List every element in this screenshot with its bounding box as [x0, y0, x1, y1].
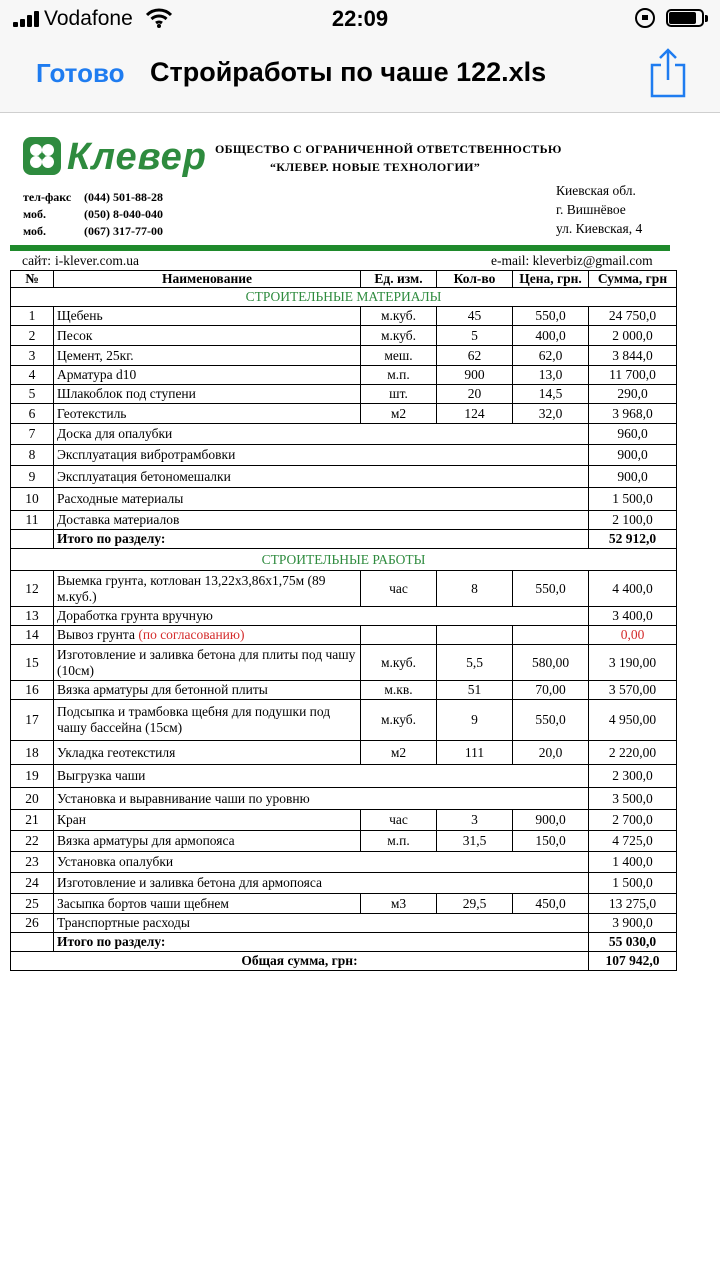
table-row — [11, 511, 677, 530]
row-number: 3 — [11, 346, 54, 366]
item-sum: 3 570,00 — [589, 681, 677, 700]
table-row — [11, 700, 677, 741]
table-row — [11, 810, 677, 831]
table-row — [11, 307, 677, 326]
item-unit: меш. — [361, 346, 437, 366]
item-sum: 1 500,0 — [589, 873, 677, 894]
table-row — [11, 831, 677, 852]
table-row — [11, 466, 677, 488]
item-qty: 9 — [437, 700, 513, 741]
item-sum: 3 900,0 — [589, 914, 677, 933]
row-number: 19 — [11, 765, 54, 788]
row-number: 21 — [11, 810, 54, 831]
section-title-row — [11, 288, 677, 307]
table-row — [11, 626, 677, 645]
empty-cell — [513, 626, 589, 645]
website-label: сайт: — [22, 253, 52, 268]
item-name-text: Доработка грунта вручную — [57, 608, 213, 623]
grand-total-label: Общая сумма, грн: — [11, 952, 589, 971]
row-number: 16 — [11, 681, 54, 700]
section-title: СТРОИТЕЛЬНЫЕ МАТЕРИАЛЫ — [11, 288, 677, 307]
item-sum: 13 275,0 — [589, 894, 677, 914]
item-name — [54, 466, 589, 488]
contact-value: (050) 8-040-040 — [84, 207, 163, 221]
item-name: Выемка грунта, котлован 13,22х3,86х1,75м (89 м.куб.) — [54, 571, 361, 607]
item-price: 550,0 — [513, 700, 589, 741]
item-price: 450,0 — [513, 894, 589, 914]
section-total-row — [11, 933, 677, 952]
item-price: 580,00 — [513, 645, 589, 681]
table-row — [11, 765, 677, 788]
item-price: 13,0 — [513, 366, 589, 385]
item-name-text: Доставка материалов — [57, 512, 180, 527]
item-qty: 900 — [437, 366, 513, 385]
item-price: 900,0 — [513, 810, 589, 831]
item-name: Геотекстиль — [54, 404, 361, 424]
item-qty: 124 — [437, 404, 513, 424]
item-qty: 29,5 — [437, 894, 513, 914]
company-logo — [22, 132, 207, 182]
item-sum: 2 700,0 — [589, 810, 677, 831]
item-qty: 5 — [437, 326, 513, 346]
item-sum: 960,0 — [589, 424, 677, 445]
status-bar — [0, 0, 720, 36]
item-qty: 3 — [437, 810, 513, 831]
item-sum: 900,0 — [589, 466, 677, 488]
row-number: 22 — [11, 831, 54, 852]
row-number: 20 — [11, 788, 54, 810]
table-row — [11, 645, 677, 681]
contact-mobile-1 — [23, 207, 163, 222]
item-name: Песок — [54, 326, 361, 346]
row-number: 2 — [11, 326, 54, 346]
table-row — [11, 873, 677, 894]
row-number: 25 — [11, 894, 54, 914]
item-name-note: (по согласованию) — [138, 627, 245, 642]
item-name-text: Установка опалубки — [57, 854, 174, 869]
item-name — [54, 488, 589, 511]
item-qty: 31,5 — [437, 831, 513, 852]
contact-mobile-2 — [23, 224, 163, 239]
item-unit: м.куб. — [361, 326, 437, 346]
item-name — [54, 914, 589, 933]
share-icon[interactable] — [648, 48, 688, 98]
row-number: 26 — [11, 914, 54, 933]
item-name: Укладка геотекстиля — [54, 741, 361, 765]
item-name: Арматура d10 — [54, 366, 361, 385]
item-unit: м.куб. — [361, 700, 437, 741]
col-header-sum: Сумма, грн — [589, 271, 677, 288]
table-row — [11, 366, 677, 385]
item-qty: 8 — [437, 571, 513, 607]
item-name — [54, 511, 589, 530]
item-name: Засыпка бортов чаши щебнем — [54, 894, 361, 914]
item-name-text: Транспортные расходы — [57, 915, 190, 930]
item-qty: 45 — [437, 307, 513, 326]
item-price: 14,5 — [513, 385, 589, 404]
item-sum: 2 220,00 — [589, 741, 677, 765]
table-row — [11, 424, 677, 445]
col-header-price: Цена, грн. — [513, 271, 589, 288]
item-sum: 1 500,0 — [589, 488, 677, 511]
item-price: 70,00 — [513, 681, 589, 700]
table-row — [11, 445, 677, 466]
document-title: Стройработы по чаше 122.xls — [150, 57, 547, 87]
item-name-text: Выгрузка чаши — [57, 768, 146, 783]
item-name: Шлакоблок под ступени — [54, 385, 361, 404]
item-unit: час — [361, 571, 437, 607]
battery-icon — [666, 9, 710, 29]
row-number: 6 — [11, 404, 54, 424]
table-row — [11, 788, 677, 810]
item-name — [54, 626, 361, 645]
item-sum: 4 725,0 — [589, 831, 677, 852]
item-sum: 2 000,0 — [589, 326, 677, 346]
row-number: 18 — [11, 741, 54, 765]
item-sum: 24 750,0 — [589, 307, 677, 326]
grand-total-value: 107 942,0 — [589, 952, 677, 971]
col-header-name: Наименование — [54, 271, 361, 288]
table-row — [11, 894, 677, 914]
item-name-text: Эксплуатация бетономешалки — [57, 468, 231, 484]
item-name-text: Установка и выравнивание чаши по уровню — [57, 790, 310, 806]
row-number: 9 — [11, 466, 54, 488]
item-unit: м.куб. — [361, 307, 437, 326]
item-name-text: Вывоз грунта — [57, 627, 135, 642]
org-line-2: “КЛЕВЕР. НОВЫЕ ТЕХНОЛОГИИ” — [270, 160, 481, 174]
item-name — [54, 765, 589, 788]
item-sum: 2 300,0 — [589, 765, 677, 788]
contact-label: моб. — [23, 224, 47, 238]
address-line-2: г. Вишнёвое — [556, 202, 626, 217]
row-number: 8 — [11, 445, 54, 466]
table-row — [11, 326, 677, 346]
item-name: Подсыпка и трамбовка щебня для подушки под чашу бассейна (15см) — [54, 700, 361, 741]
item-name: Щебень — [54, 307, 361, 326]
org-line-1: ОБЩЕСТВО С ОГРАНИЧЕННОЙ ОТВЕТСТВЕННОСТЬЮ — [215, 142, 562, 156]
item-sum: 3 500,0 — [589, 788, 677, 810]
carrier-name: Vodafone — [44, 7, 133, 30]
table-row — [11, 385, 677, 404]
clock: 22:09 — [331, 6, 389, 31]
item-unit: м.кв. — [361, 681, 437, 700]
item-sum: 1 400,0 — [589, 852, 677, 873]
item-sum: 3 844,0 — [589, 346, 677, 366]
item-name: Цемент, 25кг. — [54, 346, 361, 366]
row-number: 17 — [11, 700, 54, 741]
table-row — [11, 346, 677, 366]
item-price: 400,0 — [513, 326, 589, 346]
grand-total-row — [11, 952, 677, 971]
item-unit: м.п. — [361, 831, 437, 852]
empty-cell — [361, 626, 437, 645]
item-unit: м2 — [361, 404, 437, 424]
section-total-label: Итого по разделу: — [54, 933, 589, 952]
item-name: Кран — [54, 810, 361, 831]
table-row — [11, 404, 677, 424]
nav-bar — [0, 36, 720, 113]
table-row — [11, 914, 677, 933]
col-header-no: № — [11, 271, 54, 288]
address-line-1: Киевская обл. — [556, 183, 636, 198]
item-unit: шт. — [361, 385, 437, 404]
website — [22, 253, 139, 269]
table-row — [11, 681, 677, 700]
estimate-table — [10, 270, 677, 971]
item-name-text: Расходные материалы — [57, 491, 184, 506]
spreadsheet-document — [10, 122, 677, 977]
done-button[interactable]: Готово — [36, 58, 125, 88]
item-name-text: Изготовление и заливка бетона для армопояса — [57, 875, 323, 890]
item-sum: 3 190,00 — [589, 645, 677, 681]
item-name-text: Доска для опалубки — [57, 426, 173, 441]
item-price: 550,0 — [513, 307, 589, 326]
table-row — [11, 571, 677, 607]
item-unit: м3 — [361, 894, 437, 914]
row-number: 1 — [11, 307, 54, 326]
empty-cell — [437, 626, 513, 645]
item-name: Изготовление и заливка бетона для плиты под чашу (10см) — [54, 645, 361, 681]
row-number: 14 — [11, 626, 54, 645]
item-sum: 2 100,0 — [589, 511, 677, 530]
item-price: 32,0 — [513, 404, 589, 424]
row-number: 4 — [11, 366, 54, 385]
table-row — [11, 741, 677, 765]
section-title: СТРОИТЕЛЬНЫЕ РАБОТЫ — [11, 549, 677, 571]
item-price: 62,0 — [513, 346, 589, 366]
item-name — [54, 607, 589, 626]
address-line-3: ул. Киевская, 4 — [556, 221, 643, 236]
item-sum: 11 700,0 — [589, 366, 677, 385]
item-sum: 0,00 — [589, 626, 677, 645]
item-unit: м.куб. — [361, 645, 437, 681]
email: e-mail: kleverbiz@gmail.com — [491, 253, 653, 268]
contact-phone-fax — [23, 190, 163, 205]
col-header-qty: Кол-во — [437, 271, 513, 288]
item-price: 150,0 — [513, 831, 589, 852]
item-qty: 20 — [437, 385, 513, 404]
contact-value: (044) 501-88-28 — [84, 190, 163, 204]
item-name — [54, 424, 589, 445]
item-sum: 290,0 — [589, 385, 677, 404]
col-header-unit: Ед. изм. — [361, 271, 437, 288]
item-price: 550,0 — [513, 571, 589, 607]
item-sum: 4 400,0 — [589, 571, 677, 607]
item-qty: 51 — [437, 681, 513, 700]
item-unit: час — [361, 810, 437, 831]
row-number: 10 — [11, 488, 54, 511]
row-number: 5 — [11, 385, 54, 404]
row-number: 13 — [11, 607, 54, 626]
item-qty: 111 — [437, 741, 513, 765]
item-name: Вязка арматуры для бетонной плиты — [54, 681, 361, 700]
table-row — [11, 852, 677, 873]
item-qty: 62 — [437, 346, 513, 366]
website-url: i-klever.com.ua — [55, 253, 139, 268]
item-sum: 900,0 — [589, 445, 677, 466]
row-number: 23 — [11, 852, 54, 873]
section-title-row — [11, 549, 677, 571]
row-number: 15 — [11, 645, 54, 681]
contact-label: моб. — [23, 207, 47, 221]
row-number: 24 — [11, 873, 54, 894]
item-name: Вязка арматуры для армопояса — [54, 831, 361, 852]
row-number: 12 — [11, 571, 54, 607]
contact-label: тел-факс — [23, 190, 72, 204]
item-unit: м.п. — [361, 366, 437, 385]
item-qty: 5,5 — [437, 645, 513, 681]
section-total-row — [11, 530, 677, 549]
item-sum: 4 950,00 — [589, 700, 677, 741]
item-name-text: Эксплуатация вибротрамбовки — [57, 447, 236, 462]
row-number: 7 — [11, 424, 54, 445]
item-name — [54, 873, 589, 894]
item-unit: м2 — [361, 741, 437, 765]
item-name — [54, 852, 589, 873]
table-row — [11, 607, 677, 626]
contact-value: (067) 317-77-00 — [84, 224, 163, 238]
item-name — [54, 445, 589, 466]
section-total-value: 52 912,0 — [589, 530, 677, 549]
section-total-value: 55 030,0 — [589, 933, 677, 952]
item-price: 20,0 — [513, 741, 589, 765]
clover-logo-icon — [22, 136, 62, 176]
rotation-lock-icon — [635, 8, 655, 28]
item-name — [54, 788, 589, 810]
section-total-label: Итого по разделу: — [54, 530, 589, 549]
item-sum: 3 968,0 — [589, 404, 677, 424]
table-row — [11, 488, 677, 511]
header-divider — [10, 245, 670, 251]
brand-name: Клевер — [67, 136, 207, 178]
row-number: 11 — [11, 511, 54, 530]
table-header — [11, 271, 677, 288]
item-sum: 3 400,0 — [589, 607, 677, 626]
